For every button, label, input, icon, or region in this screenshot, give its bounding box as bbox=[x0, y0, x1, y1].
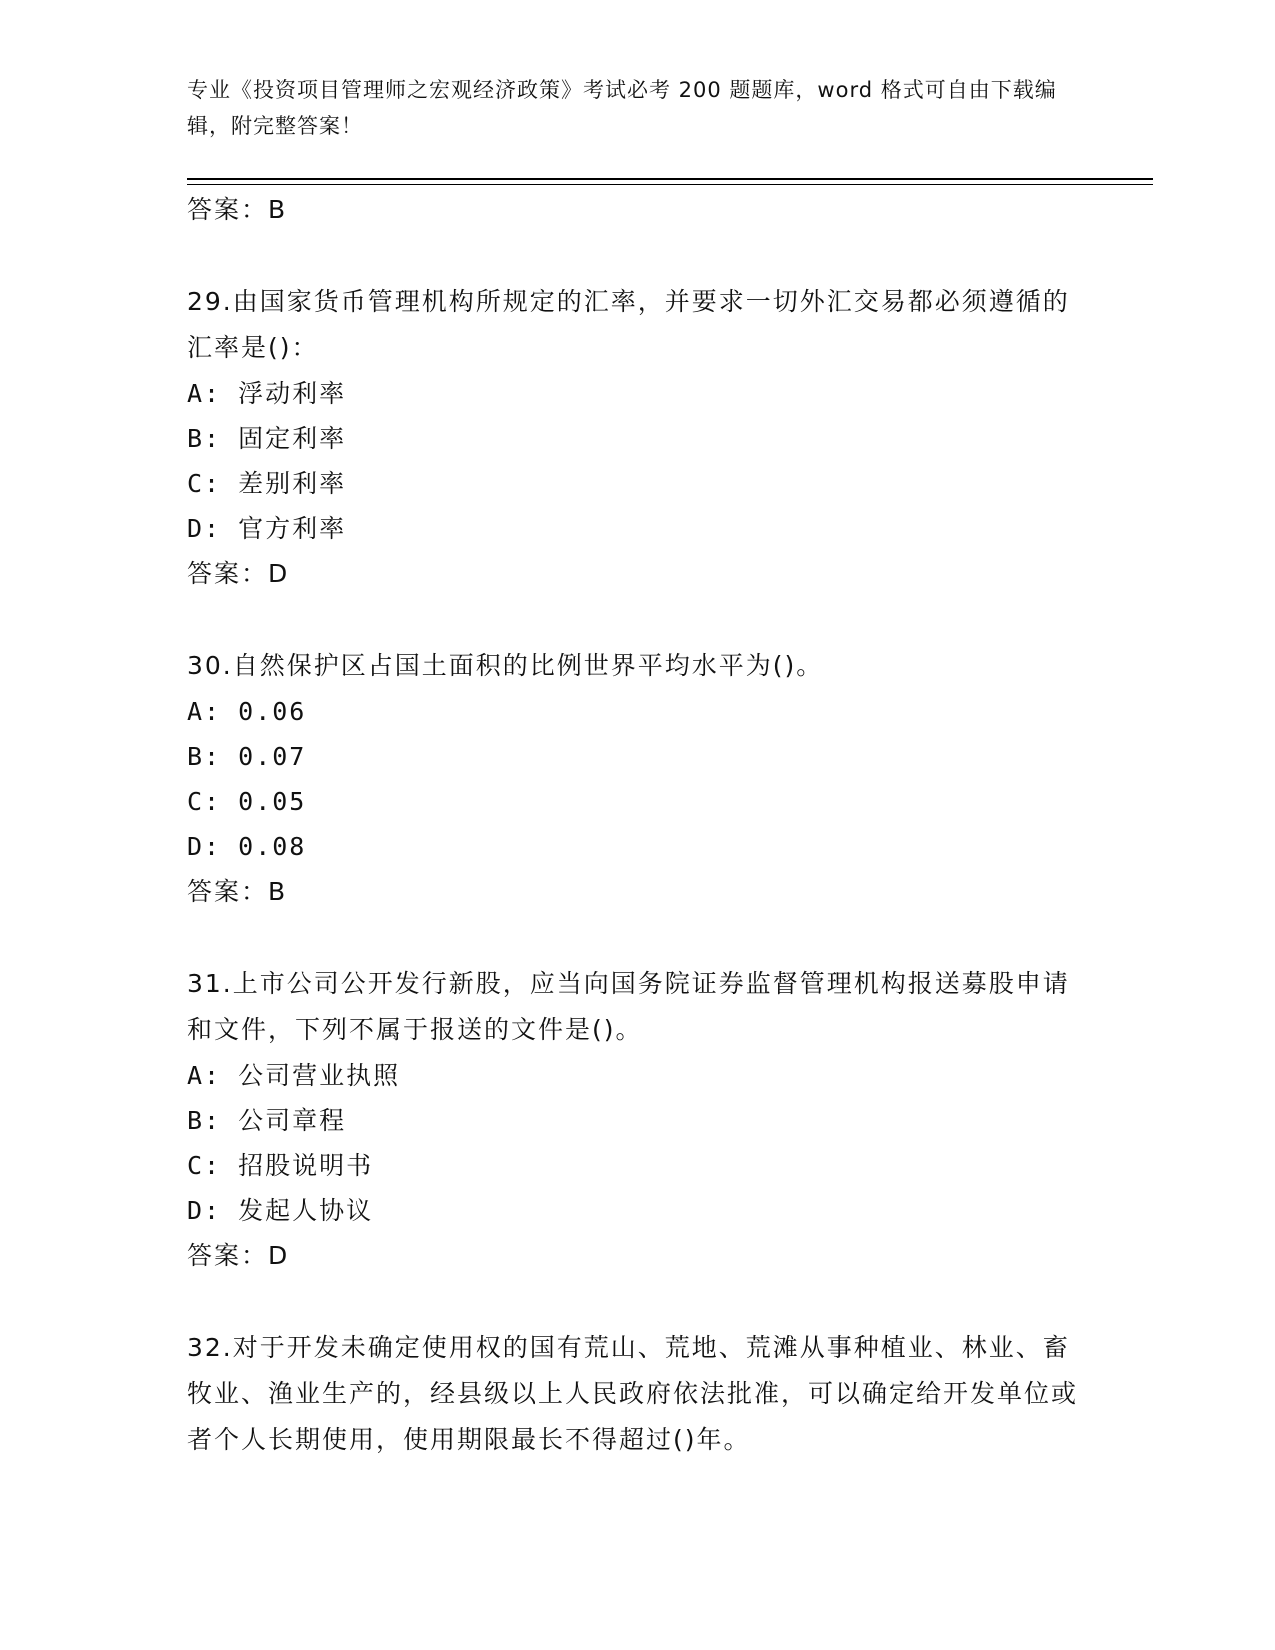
question-30 bbox=[187, 643, 1087, 915]
question-32 bbox=[187, 1325, 1087, 1463]
option-d: D: 0.08 bbox=[187, 832, 307, 861]
option-a: A: 公司营业执照 bbox=[187, 1061, 401, 1090]
option-a: A: 浮动利率 bbox=[187, 379, 347, 408]
question-answer: 答案：D bbox=[187, 559, 290, 588]
document-header bbox=[187, 72, 1087, 144]
question-29 bbox=[187, 279, 1087, 597]
header-divider-thick bbox=[187, 178, 1153, 180]
option-c: C: 差别利率 bbox=[187, 469, 347, 498]
option-b: B: 公司章程 bbox=[187, 1106, 347, 1135]
question-list bbox=[187, 187, 1087, 1463]
option-d: D: 官方利率 bbox=[187, 514, 347, 543]
option-b: B: 0.07 bbox=[187, 742, 307, 771]
option-b: B: 固定利率 bbox=[187, 424, 347, 453]
header-text: 专业《投资项目管理师之宏观经济政策》考试必考 200 题题库，word 格式可自由下载编辑，附完整答案！ bbox=[187, 78, 1057, 138]
answer-prev: 答案：B bbox=[187, 195, 288, 224]
question-answer: 答案：B bbox=[187, 877, 288, 906]
option-c: C: 招股说明书 bbox=[187, 1151, 374, 1180]
header-divider-thin bbox=[187, 184, 1153, 185]
question-stem: 31.上市公司公开发行新股，应当向国务院证券监督管理机构报送募股申请和文件，下列不属于报送的文件是()。 bbox=[187, 969, 1070, 1044]
question-answer: 答案：D bbox=[187, 1241, 290, 1270]
question-stem: 29.由国家货币管理机构所规定的汇率，并要求一切外汇交易都必须遵循的汇率是()： bbox=[187, 287, 1070, 362]
option-c: C: 0.05 bbox=[187, 787, 307, 816]
question-stem: 32.对于开发未确定使用权的国有荒山、荒地、荒滩从事种植业、林业、畜牧业、渔业生产的，经县级以上人民政府依法批准，可以确定给开发单位或者个人长期使用，使用期限最长不得超过()年。 bbox=[187, 1333, 1079, 1454]
option-a: A: 0.06 bbox=[187, 697, 307, 726]
option-d: D: 发起人协议 bbox=[187, 1196, 374, 1225]
question-stem: 30.自然保护区占国土面积的比例世界平均水平为()。 bbox=[187, 651, 824, 680]
question-31 bbox=[187, 961, 1087, 1279]
